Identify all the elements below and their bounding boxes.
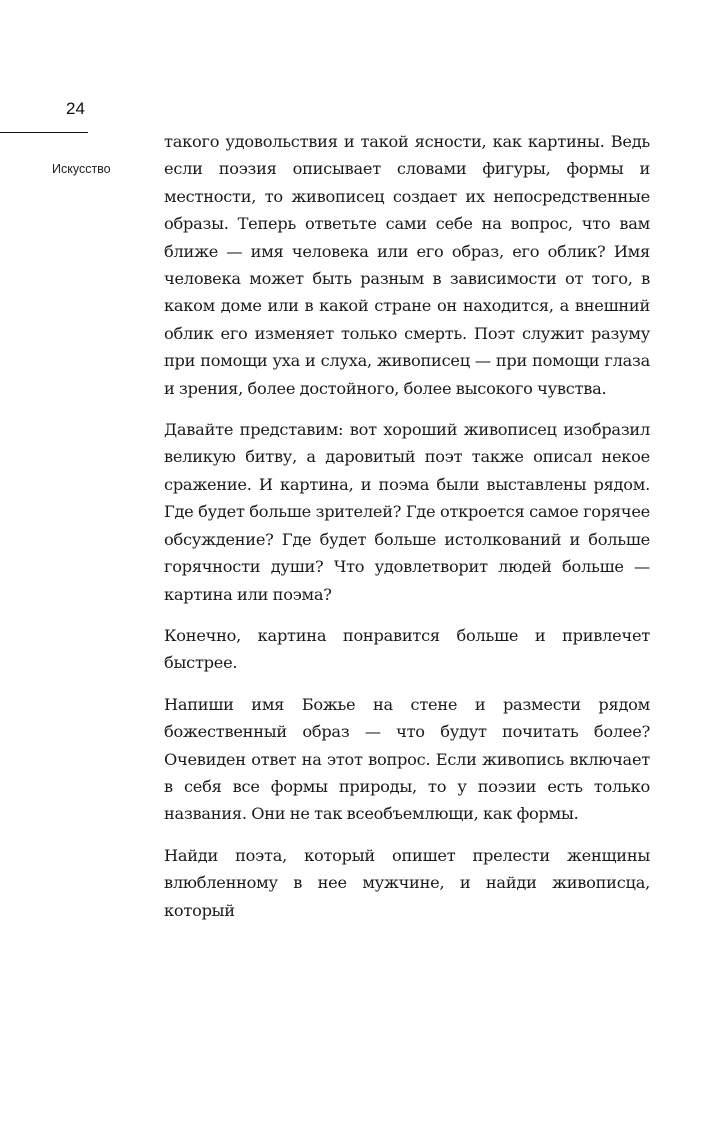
running-head: Искусство: [52, 162, 111, 176]
paragraph: Напиши имя Божье на стене и размести рядом божественный образ — что будут почитать более? Очевиден ответ на этот вопрос. Если живопись включает в себя все формы природы, то у поэзии есть только названия. Они не так всеобъемлющи, как формы.: [164, 694, 650, 824]
paragraph: Давайте представим: вот хороший живописец изобразил великую битву, а даровитый поэт также описал некое сражение. И картина, и поэма были выставлены рядом. Где будет больше зрителей? Где откроется самое горячее обсуждение? Где будет больше истолкований и больше горячности души? Что удовлетворит людей больше — картина или поэма?: [164, 420, 650, 604]
margin-rule: [0, 132, 88, 133]
body-text: [164, 128, 650, 938]
paragraph: такого удовольствия и такой ясности, как картины. Ведь если поэзия описывает словами фигуры, формы и местности, то живописец создает их непосредственные образы. Теперь ответьте сами себе на вопрос, что вам ближе — имя человека или его образ, его облик? Имя человека может быть разным в зависимости от того, в каком доме или в какой стране он находится, а внешний облик его изменяет только смерть. Поэт служит разуму при помощи уха и слуха, живописец — при помощи глаза и зрения, более достойного, более высокого чувства.: [164, 132, 650, 398]
page-number: 24: [66, 99, 85, 118]
paragraph: Найди поэта, который опишет прелести женщины влюбленному в нее мужчине, и найди живописца, который: [164, 845, 650, 920]
paragraph: Конечно, картина понравится больше и привлечет быстрее.: [164, 625, 650, 673]
